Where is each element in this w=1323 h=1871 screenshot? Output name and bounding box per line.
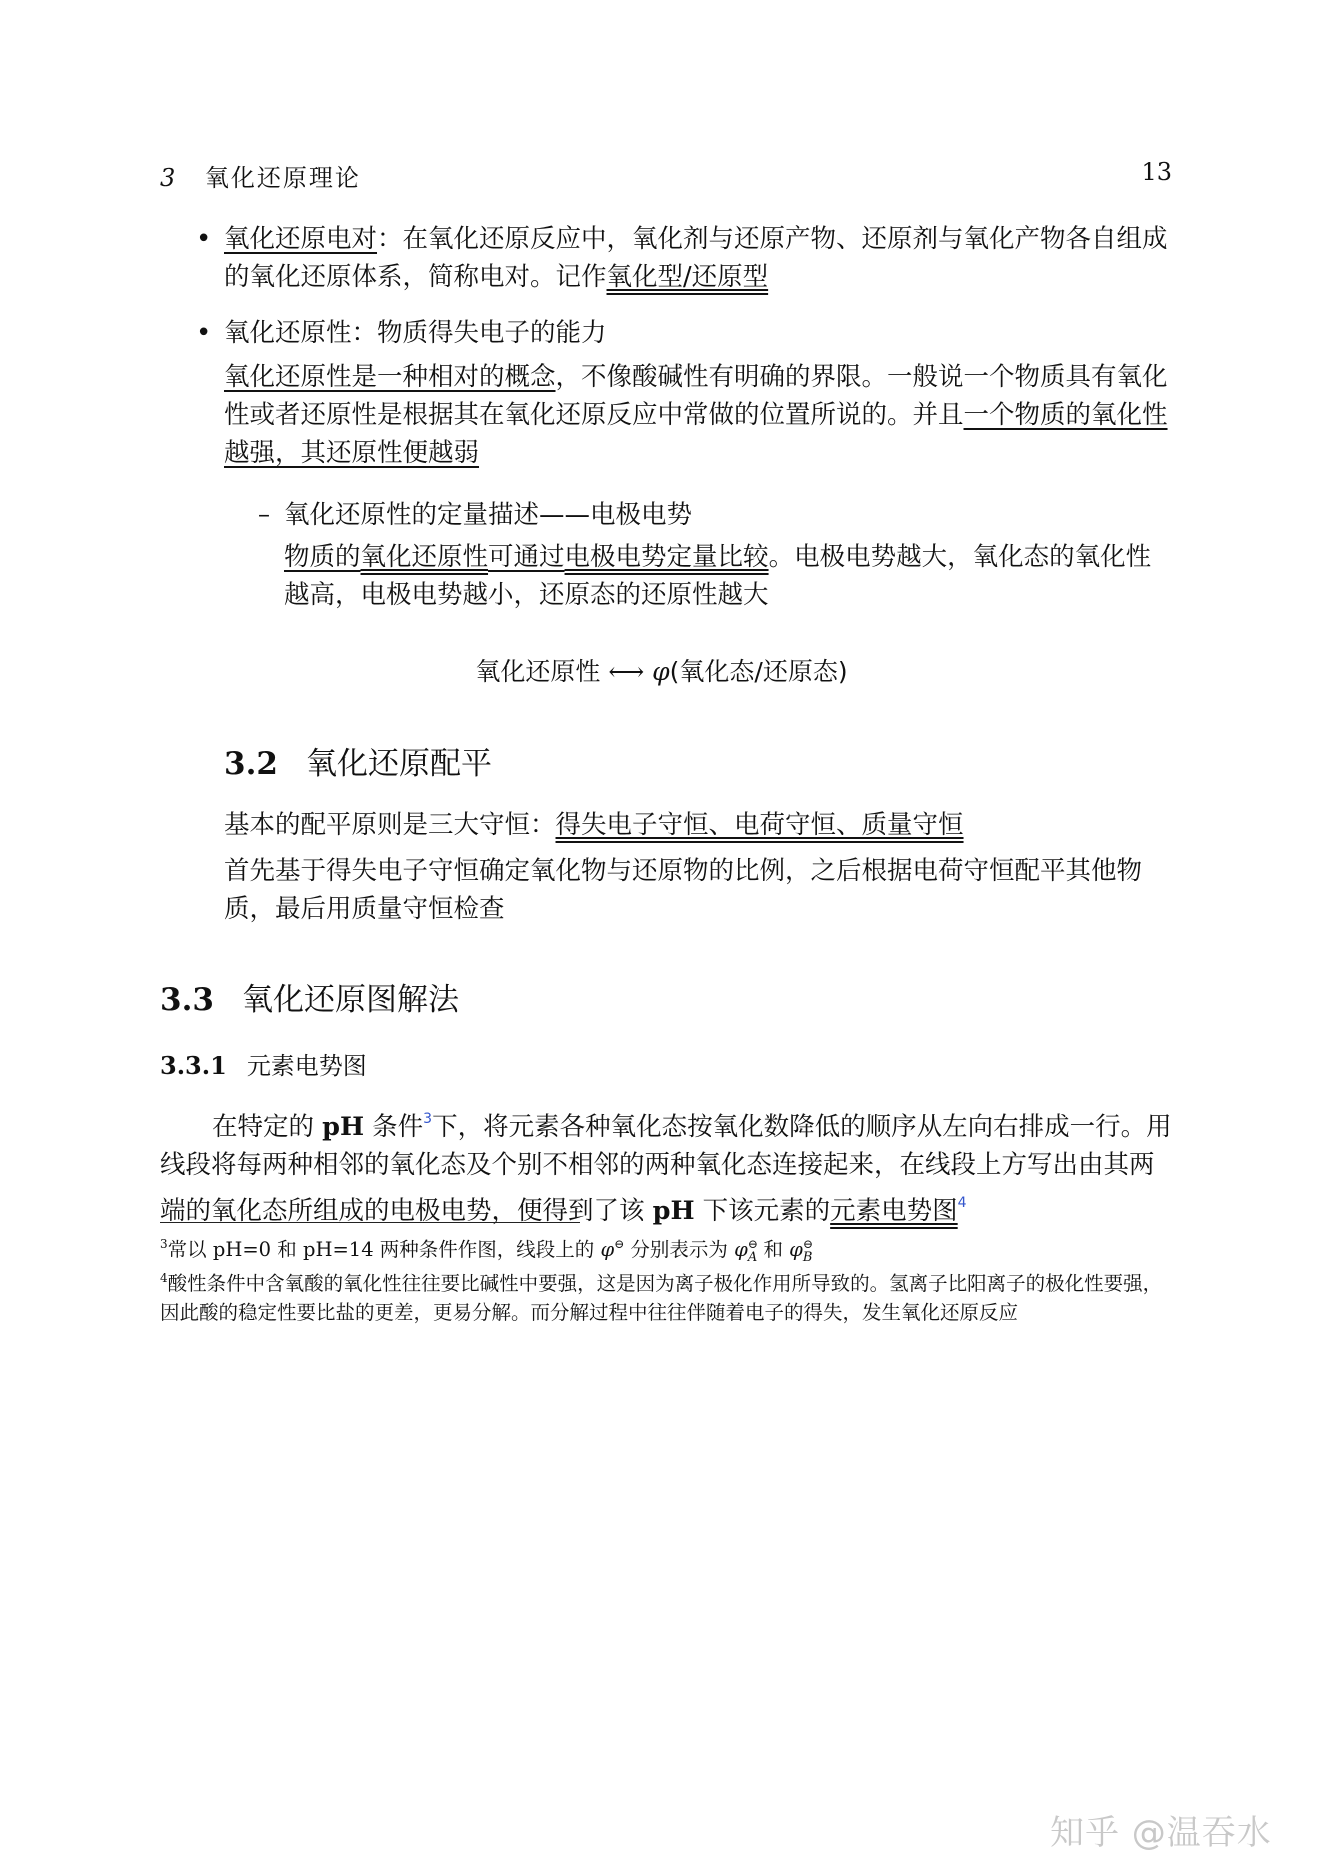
paragraph-text: ，不像酸碱性有明确的界限。一般说一个物质具有氧化性或者还原性是根据其在氧化还原反应中常做的位置所说的。并且: [224, 362, 1168, 430]
ph-symbol: pH: [652, 1196, 695, 1226]
paragraph-text: 。电极电势越大，氧化态的氧化性越高，电极电势越小，还原态的还原性越大: [284, 542, 1152, 610]
term-element-potential-diagram: 元素电势图: [830, 1196, 958, 1226]
phi-symbol: φ: [789, 1238, 803, 1261]
footnote-text: 和: [757, 1238, 790, 1261]
standard-state-symbol: ⊖: [802, 1237, 813, 1251]
equation-phi: φ: [652, 657, 670, 686]
subscript-b: B: [802, 1249, 813, 1265]
footnote-ref-3[interactable]: 3: [423, 1111, 433, 1127]
underlined-text: 可通过: [488, 542, 565, 572]
section-heading-3-3: [160, 974, 459, 1019]
section-title: 氧化还原配平: [306, 746, 492, 782]
footnote-text: 常以 pH=0 和 pH=14 两种条件作图，线段上的: [167, 1238, 601, 1261]
paragraph-text: 基本的配平原则是三大守恒：: [224, 810, 556, 840]
footnote-mark: 3: [160, 1237, 168, 1251]
element-potential-diagram-paragraph: [160, 1100, 1174, 1230]
subitem-paragraph: [284, 538, 1174, 614]
subsection-title: 元素电势图: [246, 1052, 367, 1080]
underlined-conclusion: 一个物质的氧化性越强，其还原性便越弱: [224, 400, 1168, 468]
balancing-procedure: 首先基于得失电子守恒确定氧化物与还原物的比例，之后根据电荷守恒配平其他物质，最后用质量守恒检查: [224, 856, 1143, 924]
display-equation: [0, 652, 1323, 688]
zhihu-watermark: 知乎 @温吞水: [1050, 1813, 1272, 1853]
term-redox-couple: 氧化还原电对: [224, 224, 378, 254]
section-title: 氧化还原图解法: [242, 982, 459, 1018]
equation-right: (氧化态/还原态): [669, 657, 848, 686]
bullet-marker: •: [196, 224, 212, 254]
footnote-text: 酸性条件中含氧酸的氧化性往往要比碱性中要强，这是因为离子极化作用所导致的。氢离子比阳离子的极化性要强，因此酸的稳定性要比盐的更差，更易分解。而分解过程中往往伴随着电子的得失，发生氧化还原反应: [160, 1272, 1163, 1324]
paragraph-text: 在特定的: [212, 1112, 323, 1142]
section-number: 3.3: [160, 982, 214, 1018]
bullet-text: ：在氧化还原反应中，氧化剂与还原产物、还原剂与氧化产物各自组成的氧化还原体系，简称电对。记作: [224, 224, 1168, 292]
bullet-marker: •: [196, 318, 212, 348]
equation-left: 氧化还原性: [475, 657, 601, 686]
double-underlined-text: 电极电势定量比较: [564, 542, 769, 572]
footnote-mark: 4: [160, 1271, 168, 1285]
section-heading-3-2: [224, 738, 492, 783]
footnote-4: [160, 1264, 1174, 1327]
paragraph-text: 下，将元素各种氧化态按氧化数降低的顺序从左向右排成一行。用线段将每两种相邻的氧化态及个别不相邻的两种氧化态连接起来，在线段上方写出由其两端的氧化态所组成的电极电势，便得到了该: [160, 1112, 1172, 1226]
running-head: [160, 158, 1172, 193]
underlined-relative-concept: 氧化还原性是一种相对的概念: [224, 362, 556, 392]
page-number: 13: [1141, 158, 1172, 186]
standard-state-symbol: ⊖: [747, 1237, 758, 1251]
footnote-text: 分别表示为: [624, 1238, 735, 1261]
subitem-title: 氧化还原性的定量描述——电极电势: [284, 500, 693, 530]
subscript-a: A: [747, 1249, 758, 1265]
footnote-ref-4[interactable]: 4: [957, 1195, 967, 1211]
underlined-text: 物质的: [284, 542, 361, 572]
notation-oxidized-reduced: 氧化型/还原型: [606, 262, 769, 292]
subsection-number: 3.3.1: [160, 1051, 227, 1080]
double-underlined-text: 氧化还原性: [360, 542, 489, 572]
section-number: 3.2: [224, 746, 278, 782]
footnote-rule: [160, 1222, 580, 1223]
phi-symbol: φ: [600, 1238, 615, 1261]
bullet-redox-property-title: 氧化还原性：物质得失电子的能力: [224, 318, 607, 348]
chapter-title: 氧化还原理论: [204, 164, 361, 192]
dash-marker: –: [258, 500, 270, 528]
standard-state-symbol: ⊖: [614, 1237, 625, 1251]
balancing-principles: [224, 806, 1174, 844]
paragraph-text: 下该元素的: [694, 1196, 831, 1226]
equation-arrow: ⟷: [608, 657, 645, 686]
paragraph-text: 条件: [364, 1112, 424, 1142]
bullet-redox-property-paragraph: [224, 358, 1174, 472]
bullet-redox-couple: [224, 220, 1174, 296]
ph-symbol: pH: [322, 1112, 365, 1142]
chapter-number: 3: [160, 164, 176, 192]
phi-symbol: φ: [734, 1238, 748, 1261]
three-conservations: 得失电子守恒、电荷守恒、质量守恒: [555, 810, 964, 840]
subsection-heading-3-3-1: [160, 1046, 367, 1081]
